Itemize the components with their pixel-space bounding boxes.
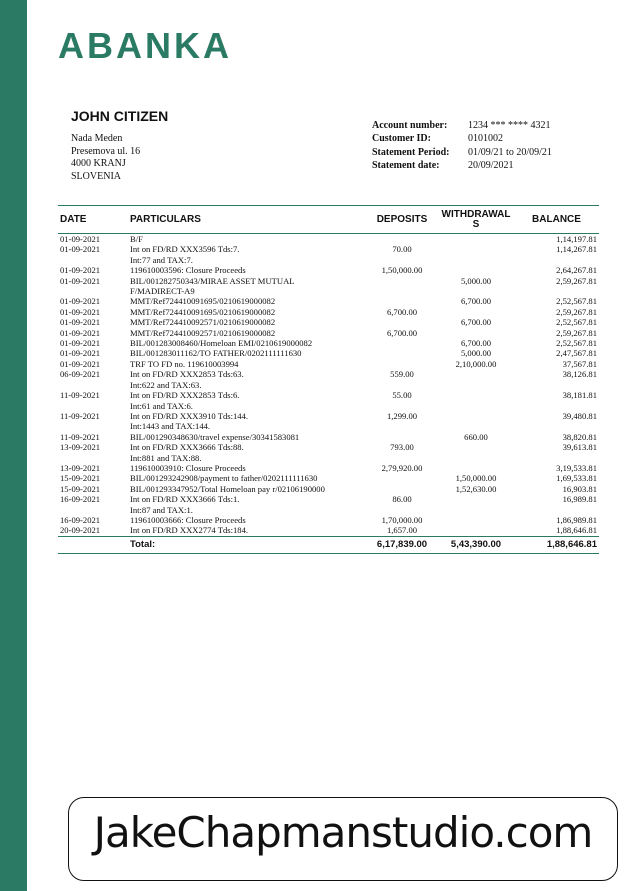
cell-date: 13-09-2021 xyxy=(60,462,101,473)
transactions-body xyxy=(58,234,599,537)
cell-date: 01-09-2021 xyxy=(60,358,101,369)
cell-date: 01-09-2021 xyxy=(60,265,101,276)
cell-deposit: 1,50,000.00 xyxy=(381,265,423,276)
cell-deposit: 1,657.00 xyxy=(386,525,418,536)
cell-particulars: Int:61 and TAX:6. xyxy=(130,400,193,411)
table-row xyxy=(58,442,599,452)
cell-particulars: Int on FD/RD XXX2853 Tds:6. xyxy=(130,390,240,401)
table-header-row xyxy=(58,206,599,234)
cell-date: 11-09-2021 xyxy=(60,410,100,421)
cell-deposit xyxy=(366,234,438,245)
cell-withdrawal xyxy=(438,234,514,245)
cell-particulars: Int on FD/RD XXX3666 Tds:88. xyxy=(130,442,244,453)
table-row xyxy=(58,348,599,358)
cell-withdrawal xyxy=(438,421,514,431)
account-details xyxy=(372,119,552,172)
cell-deposit xyxy=(366,453,438,463)
customer-id-value: 0101002 xyxy=(468,133,503,145)
cell-deposit: 2,79,920.00 xyxy=(381,462,423,473)
cell-deposit xyxy=(366,421,438,431)
table-row xyxy=(58,484,599,494)
cell-withdrawal: 1,50,000.00 xyxy=(455,473,497,484)
cell-particulars: Int:87 and TAX:1. xyxy=(130,504,193,515)
header-balance: BALANCE xyxy=(514,206,599,234)
cell-balance: 16,989.81 xyxy=(562,494,597,505)
account-number-value: 1234 *** **** 4321 xyxy=(468,120,551,131)
statement-period-row xyxy=(372,146,552,159)
cell-withdrawal xyxy=(438,453,514,463)
cell-date xyxy=(58,505,128,515)
cell-date xyxy=(58,453,128,463)
cell-date xyxy=(58,401,128,411)
cell-particulars: 119610003910: Closure Proceeds xyxy=(130,462,246,473)
header-particulars: PARTICULARS xyxy=(128,206,366,234)
cell-deposit xyxy=(366,296,438,306)
cell-balance xyxy=(514,505,599,515)
table-row xyxy=(58,328,599,338)
table-row xyxy=(58,359,599,369)
cell-date: 11-09-2021 xyxy=(60,390,100,401)
table-row xyxy=(58,453,599,463)
table-row xyxy=(58,307,599,317)
cell-balance: 2,59,267.81 xyxy=(556,327,597,338)
cell-withdrawal: 6,700.00 xyxy=(460,338,492,349)
table-row xyxy=(58,411,599,421)
cell-deposit xyxy=(366,401,438,411)
table-row xyxy=(58,317,599,327)
cell-date: 01-09-2021 xyxy=(60,306,101,317)
cell-balance: 38,181.81 xyxy=(562,390,597,401)
cell-withdrawal xyxy=(438,390,514,400)
cell-deposit xyxy=(366,505,438,515)
cell-balance: 1,14,267.81 xyxy=(556,244,597,255)
statement-date-label: Statement date: xyxy=(372,159,440,171)
table-row xyxy=(58,286,599,296)
table-row xyxy=(58,401,599,411)
cell-withdrawal xyxy=(438,369,514,379)
cell-particulars: BIL/001293347952/Total Homeloan pay r/02106190000 xyxy=(130,483,325,494)
cell-particulars: Int on FD/RD XXX2853 Tds:63. xyxy=(130,369,244,380)
table-row xyxy=(58,276,599,286)
cell-balance xyxy=(514,401,599,411)
cell-balance: 2,47,567.81 xyxy=(556,348,597,359)
statement-period-value: 01/09/21 to 20/09/21 xyxy=(468,146,552,158)
cell-balance: 1,14,197.81 xyxy=(556,234,597,244)
cell-particulars: 119610003666: Closure Proceeds xyxy=(130,514,246,525)
table-row xyxy=(58,380,599,390)
total-label: Total: xyxy=(128,536,366,553)
total-deposits: 6,17,839.00 xyxy=(366,536,438,553)
cell-deposit xyxy=(366,255,438,265)
transactions-table xyxy=(58,205,599,554)
account-number-label: Account number: xyxy=(372,120,448,131)
cell-particulars: B/F xyxy=(130,234,143,244)
bank-logo: ABANKA xyxy=(58,25,232,66)
table-row xyxy=(58,265,599,275)
customer-id-label: Customer ID: xyxy=(372,133,431,145)
table-row xyxy=(58,390,599,400)
cell-withdrawal xyxy=(438,494,514,504)
cell-balance: 39,480.81 xyxy=(562,410,597,421)
cell-withdrawal xyxy=(438,505,514,515)
cell-deposit: 6,700.00 xyxy=(386,327,418,338)
cell-withdrawal xyxy=(438,255,514,265)
cell-deposit xyxy=(366,276,438,286)
customer-id-row xyxy=(372,132,552,145)
cell-deposit xyxy=(366,359,438,369)
address-line: Presemova ul. 16 xyxy=(71,145,141,157)
account-number-row xyxy=(372,119,552,132)
cell-balance: 1,69,533.81 xyxy=(556,473,597,484)
cell-particulars: MMT/Ref724410091695/0210619000082 xyxy=(130,296,276,307)
cell-withdrawal xyxy=(438,401,514,411)
cell-balance xyxy=(514,421,599,431)
table-row xyxy=(58,473,599,483)
table-row xyxy=(58,369,599,379)
cell-withdrawal xyxy=(438,411,514,421)
table-row xyxy=(58,244,599,254)
cell-date: 06-09-2021 xyxy=(60,369,101,380)
total-balance: 1,88,646.81 xyxy=(514,536,599,553)
cell-particulars: BIL/001283008460/Homeloan EMI/0210619000082 xyxy=(130,338,313,349)
cell-withdrawal: 2,10,000.00 xyxy=(455,358,497,369)
watermark-text: JakeChapmanstudio.com xyxy=(93,808,593,857)
total-spacer xyxy=(58,536,128,553)
cell-deposit xyxy=(366,484,438,494)
cell-balance xyxy=(514,453,599,463)
cell-withdrawal xyxy=(438,463,514,473)
cell-balance xyxy=(514,286,599,296)
cell-deposit: 1,70,000.00 xyxy=(381,514,423,525)
cell-date: 01-09-2021 xyxy=(60,296,101,307)
cell-deposit xyxy=(366,432,438,442)
cell-deposit xyxy=(366,338,438,348)
cell-date xyxy=(58,380,128,390)
table-row xyxy=(58,505,599,515)
cell-withdrawal: 1,52,630.00 xyxy=(455,483,497,494)
total-row xyxy=(58,536,599,553)
cell-particulars: 119610003596: Closure Proceeds xyxy=(130,265,246,276)
table-row xyxy=(58,338,599,348)
address-line: 4000 KRANJ xyxy=(71,158,126,169)
cell-balance: 2,52,567.81 xyxy=(556,296,597,307)
cell-withdrawal xyxy=(438,244,514,254)
cell-date: 13-09-2021 xyxy=(60,442,101,453)
cell-particulars: BIL/001290348630/travel expense/30341583081 xyxy=(130,431,300,442)
cell-balance: 2,52,567.81 xyxy=(556,338,597,349)
cell-date: 01-09-2021 xyxy=(60,244,101,255)
table-row xyxy=(58,432,599,442)
cell-withdrawal xyxy=(438,380,514,390)
cell-deposit xyxy=(366,348,438,358)
cell-balance: 1,86,989.81 xyxy=(556,514,597,525)
cell-balance: 37,567.81 xyxy=(562,358,597,369)
cell-deposit: 55.00 xyxy=(392,390,412,401)
cell-deposit: 559.00 xyxy=(390,369,414,380)
cell-particulars: BIL/001293242908/payment to father/0202111111630 xyxy=(130,473,318,484)
cell-balance: 1,88,646.81 xyxy=(556,525,597,536)
cell-balance: 2,59,267.81 xyxy=(556,306,597,317)
cell-deposit xyxy=(366,317,438,327)
cell-deposit: 1,299.00 xyxy=(386,410,418,421)
cell-withdrawal: 660.00 xyxy=(464,431,488,442)
cell-date: 01-09-2021 xyxy=(60,338,101,349)
cell-deposit xyxy=(366,473,438,483)
cell-particulars: F/MADIRECT-A9 xyxy=(130,286,195,297)
cell-particulars: MMT/Ref724410091695/0210619000082 xyxy=(130,306,276,317)
cell-withdrawal xyxy=(438,265,514,275)
cell-date: 16-09-2021 xyxy=(60,494,101,505)
table-row xyxy=(58,494,599,504)
cell-particulars: Int:881 and TAX:88. xyxy=(130,452,202,463)
cell-date xyxy=(58,286,128,296)
table-row xyxy=(58,255,599,265)
address-line: SLOVENIA xyxy=(71,170,121,182)
cell-particulars: BIL/001282750343/MIRAE ASSET MUTUAL xyxy=(130,275,295,286)
cell-particulars: Int on FD/RD XXX2774 Tds:184. xyxy=(130,525,249,536)
cell-balance: 38,126.81 xyxy=(562,369,597,380)
cell-withdrawal: 6,700.00 xyxy=(460,317,492,328)
cell-date: 01-09-2021 xyxy=(60,348,101,359)
cell-particulars: Int:1443 and TAX:144. xyxy=(130,421,211,432)
cell-balance: 2,64,267.81 xyxy=(556,265,597,276)
cell-balance: 16,903.81 xyxy=(562,483,597,494)
cell-balance: 38,820.81 xyxy=(562,431,597,442)
cell-deposit: 6,700.00 xyxy=(386,306,418,317)
cell-withdrawal: 6,700.00 xyxy=(460,296,492,307)
cell-deposit xyxy=(366,380,438,390)
cell-date: 16-09-2021 xyxy=(60,514,101,525)
cell-balance: 2,59,267.81 xyxy=(556,275,597,286)
cell-deposit: 70.00 xyxy=(392,244,412,255)
table-row xyxy=(58,463,599,473)
cell-date: 01-09-2021 xyxy=(60,275,101,286)
watermark-box xyxy=(68,797,618,881)
cell-date: 20-09-2021 xyxy=(60,525,101,536)
cell-balance: 39,613.81 xyxy=(562,442,597,453)
cell-withdrawal xyxy=(438,286,514,296)
cell-particulars: MMT/Ref724410092571/0210619000082 xyxy=(130,317,276,328)
cell-date: 01-09-2021 xyxy=(60,327,101,338)
cell-particulars: BIL/001283011162/TO FATHER/0202111111630 xyxy=(130,348,302,359)
cell-particulars: Int on FD/RD XXX3910 Tds:144. xyxy=(130,410,249,421)
cell-particulars: Int:622 and TAX:63. xyxy=(130,379,202,390)
table-row xyxy=(58,525,599,536)
cell-withdrawal xyxy=(438,525,514,536)
cell-particulars: Int:77 and TAX:7. xyxy=(130,254,193,265)
cell-date xyxy=(58,255,128,265)
cell-date: 15-09-2021 xyxy=(60,473,101,484)
statement-date-row xyxy=(372,159,552,172)
statement-period-label: Statement Period: xyxy=(372,146,450,158)
cell-date: 01-09-2021 xyxy=(60,234,101,244)
left-accent-bar xyxy=(0,0,27,891)
customer-name: JOHN CITIZEN xyxy=(71,108,169,124)
cell-withdrawal xyxy=(438,442,514,452)
cell-withdrawal: 5,000.00 xyxy=(460,348,492,359)
cell-withdrawal xyxy=(438,307,514,317)
cell-particulars: TRF TO FD no. 119610003994 xyxy=(130,358,239,369)
cell-withdrawal: 5,000.00 xyxy=(460,275,492,286)
total-withdrawals: 5,43,390.00 xyxy=(438,536,514,553)
header-date: DATE xyxy=(58,206,128,234)
cell-deposit: 86.00 xyxy=(392,494,412,505)
cell-date: 11-09-2021 xyxy=(60,431,100,442)
header-deposits: DEPOSITS xyxy=(366,206,438,234)
cell-date xyxy=(58,421,128,431)
table-row xyxy=(58,515,599,525)
table-row xyxy=(58,234,599,245)
cell-balance xyxy=(514,380,599,390)
cell-particulars: Int on FD/RD XXX3596 Tds:7. xyxy=(130,244,240,255)
cell-date: 15-09-2021 xyxy=(60,483,101,494)
cell-balance: 2,52,567.81 xyxy=(556,317,597,328)
table-row xyxy=(58,296,599,306)
cell-balance: 3,19,533.81 xyxy=(556,462,597,473)
cell-withdrawal xyxy=(438,328,514,338)
cell-particulars: MMT/Ref724410092571/0210619000082 xyxy=(130,327,276,338)
cell-balance xyxy=(514,255,599,265)
header-withdrawals: WITHDRAWALS xyxy=(438,206,514,234)
statement-date-value: 20/09/2021 xyxy=(468,159,514,171)
table-row xyxy=(58,421,599,431)
address-line: Nada Meden xyxy=(71,133,123,144)
cell-date: 01-09-2021 xyxy=(60,317,101,328)
cell-withdrawal xyxy=(438,515,514,525)
customer-address xyxy=(71,133,140,183)
cell-deposit xyxy=(366,286,438,296)
cell-particulars: Int on FD/RD XXX3666 Tds:1. xyxy=(130,494,240,505)
cell-deposit: 793.00 xyxy=(390,442,414,453)
